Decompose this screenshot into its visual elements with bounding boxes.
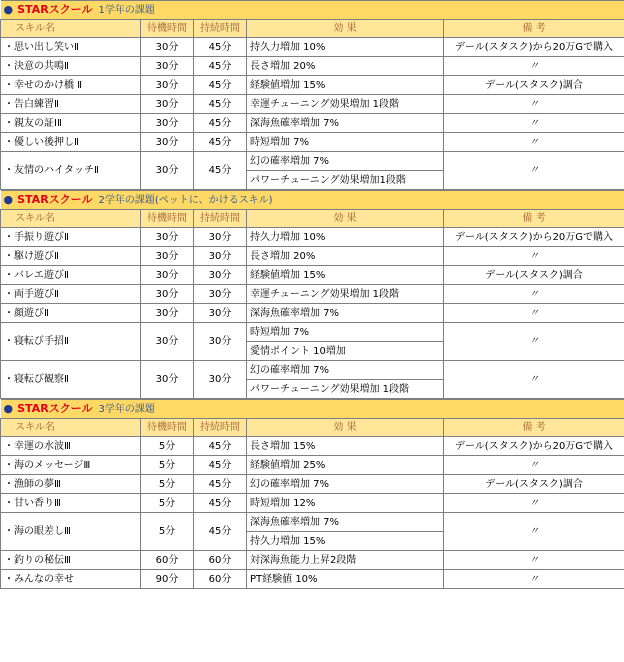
wait-time: 30分 [141,38,194,57]
section-subtitle: 3学年の課題 [98,404,155,415]
duration-time: 30分 [194,304,247,323]
skill-name: ・駆け遊びⅡ [1,247,141,266]
note-text: デール(スタスク)調合 [444,266,624,285]
duration-time: 45分 [194,437,247,456]
column-header-wait: 待機時間 [141,20,194,38]
table-row [1,76,624,95]
effect-text: 持久力増加 15% [247,532,444,551]
wait-time: 30分 [141,266,194,285]
wait-time: 30分 [141,76,194,95]
section-title [1,191,624,210]
effect-text: 幸運チューニング効果増加 1段階 [247,95,444,114]
skill-name: ・寝転び観察Ⅱ [1,361,141,399]
table-row [1,551,624,570]
table-header-row [1,419,624,437]
effect-text: 持久力増加 10% [247,38,444,57]
duration-time: 30分 [194,361,247,399]
duration-time: 30分 [194,323,247,361]
wait-time: 30分 [141,152,194,190]
note-text: 〃 [444,152,624,190]
section-subtitle: 2学年の課題(ペットに、かけるスキル) [98,195,273,206]
effect-text: 幻の確率増加 7% [247,475,444,494]
note-text: デール(スタスク)から20万Gで購入 [444,437,624,456]
effect-text: 長さ増加 20% [247,57,444,76]
note-text: 〃 [444,114,624,133]
note-text: デール(スタスク)調合 [444,475,624,494]
section-title-row [1,400,624,419]
note-text: 〃 [444,247,624,266]
effect-text: 愛情ポイント 10増加 [247,342,444,361]
effect-text: PT経験値 10% [247,570,444,589]
wait-time: 5分 [141,437,194,456]
wait-time: 90分 [141,570,194,589]
table-row [1,513,624,532]
effect-text: 経験値増加 25% [247,456,444,475]
column-header-note: 備 考 [444,419,624,437]
wait-time: 30分 [141,304,194,323]
duration-time: 45分 [194,152,247,190]
column-header-name: スキル名 [1,210,141,228]
effect-text: 経験値増加 15% [247,76,444,95]
column-header-effect: 効 果 [247,210,444,228]
wait-time: 30分 [141,133,194,152]
section-title-text: STARスクール [17,3,93,16]
table-row [1,247,624,266]
note-text: 〃 [444,551,624,570]
skill-name: ・告白練習Ⅱ [1,95,141,114]
section-title [1,400,624,419]
note-text: 〃 [444,285,624,304]
duration-time: 45分 [194,494,247,513]
section-subtitle: 1学年の課題 [98,5,155,16]
skill-name: ・優しい後押しⅡ [1,133,141,152]
skill-name: ・寝転び手招Ⅱ [1,323,141,361]
section-title-text: STARスクール [17,402,93,415]
table-row [1,228,624,247]
duration-time: 30分 [194,285,247,304]
note-text: 〃 [444,57,624,76]
effect-text: 深海魚確率増加 7% [247,304,444,323]
skill-name: ・親友の証ⅠⅡ [1,114,141,133]
effect-text: 深海魚確率増加 7% [247,513,444,532]
table-row [1,494,624,513]
table-row [1,475,624,494]
section-table [0,399,624,589]
skill-name: ・友情のハイタッチⅡ [1,152,141,190]
column-header-note: 備 考 [444,20,624,38]
table-row [1,152,624,171]
wait-time: 60分 [141,551,194,570]
skill-name: ・決意の共鳴Ⅱ [1,57,141,76]
bullet-icon: ● [3,3,14,16]
column-header-duration: 持続時間 [194,20,247,38]
section-title-row [1,191,624,210]
note-text: 〃 [444,494,624,513]
section-table [0,0,624,190]
note-text: 〃 [444,304,624,323]
duration-time: 45分 [194,114,247,133]
note-text: 〃 [444,361,624,399]
duration-time: 45分 [194,95,247,114]
effect-text: パワーチューニング効果増加1段階 [247,171,444,190]
wait-time: 30分 [141,95,194,114]
effect-text: パワーチューニング効果増加 1段階 [247,380,444,399]
note-text: 〃 [444,456,624,475]
note-text: 〃 [444,133,624,152]
section-title-text: STARスクール [17,193,93,206]
duration-time: 45分 [194,76,247,95]
duration-time: 45分 [194,513,247,551]
effect-text: 幸運チューニング効果増加 1段階 [247,285,444,304]
duration-time: 45分 [194,475,247,494]
section-title-row [1,1,624,20]
note-text: 〃 [444,513,624,551]
table-row [1,285,624,304]
note-text: 〃 [444,323,624,361]
effect-text: 時短増加 7% [247,133,444,152]
effect-text: 時短増加 7% [247,323,444,342]
wait-time: 30分 [141,285,194,304]
skill-name: ・みんなの幸せ [1,570,141,589]
table-header-row [1,210,624,228]
table-row [1,437,624,456]
effect-text: 長さ増加 20% [247,247,444,266]
wait-time: 5分 [141,456,194,475]
table-row [1,323,624,342]
wait-time: 5分 [141,513,194,551]
column-header-effect: 効 果 [247,20,444,38]
skill-name: ・海の眼差しⅢ [1,513,141,551]
column-header-wait: 待機時間 [141,210,194,228]
table-row [1,570,624,589]
wait-time: 30分 [141,57,194,76]
effect-text: 深海魚確率増加 7% [247,114,444,133]
skill-name: ・甘い香りⅢ [1,494,141,513]
column-header-duration: 持続時間 [194,419,247,437]
effect-text: 幻の確率増加 7% [247,361,444,380]
wait-time: 30分 [141,114,194,133]
bullet-icon: ● [3,193,14,206]
skill-name: ・思い出し笑いⅡ [1,38,141,57]
effect-text: 長さ増加 15% [247,437,444,456]
skill-name: ・幸運の水波Ⅲ [1,437,141,456]
column-header-duration: 持続時間 [194,210,247,228]
table-row [1,57,624,76]
note-text: デール(スタスク)調合 [444,76,624,95]
note-text: デール(スタスク)から20万Gで購入 [444,228,624,247]
duration-time: 45分 [194,57,247,76]
table-row [1,456,624,475]
note-text: 〃 [444,570,624,589]
effect-text: 時短増加 12% [247,494,444,513]
section-title [1,1,624,20]
duration-time: 60分 [194,551,247,570]
effect-text: 経験値増加 15% [247,266,444,285]
note-text: デール(スタスク)から20万Gで購入 [444,38,624,57]
table-row [1,266,624,285]
wait-time: 30分 [141,361,194,399]
skill-name: ・顔遊びⅡ [1,304,141,323]
section-table [0,190,624,399]
effect-text: 幻の確率増加 7% [247,152,444,171]
skill-name: ・釣りの秘伝Ⅲ [1,551,141,570]
duration-time: 30分 [194,228,247,247]
duration-time: 30分 [194,266,247,285]
skill-name: ・手振り遊びⅡ [1,228,141,247]
column-header-name: スキル名 [1,419,141,437]
skill-name: ・幸せのかけ橋 Ⅱ [1,76,141,95]
duration-time: 45分 [194,456,247,475]
duration-time: 60分 [194,570,247,589]
skill-name: ・海のメッセージⅢ [1,456,141,475]
table-row [1,361,624,380]
effect-text: 持久力増加 10% [247,228,444,247]
table-row [1,38,624,57]
table-row [1,133,624,152]
column-header-wait: 待機時間 [141,419,194,437]
wait-time: 30分 [141,323,194,361]
column-header-effect: 効 果 [247,419,444,437]
wait-time: 5分 [141,475,194,494]
table-header-row [1,20,624,38]
wait-time: 30分 [141,228,194,247]
column-header-name: スキル名 [1,20,141,38]
wait-time: 30分 [141,247,194,266]
skill-name: ・両手遊びⅡ [1,285,141,304]
wait-time: 5分 [141,494,194,513]
table-row [1,114,624,133]
duration-time: 45分 [194,133,247,152]
skill-name: ・漁師の夢Ⅲ [1,475,141,494]
duration-time: 30分 [194,247,247,266]
skill-name: ・バレエ遊びⅡ [1,266,141,285]
table-row [1,95,624,114]
duration-time: 45分 [194,38,247,57]
effect-text: 対深海魚能力上昇2段階 [247,551,444,570]
table-row [1,304,624,323]
column-header-note: 備 考 [444,210,624,228]
note-text: 〃 [444,95,624,114]
bullet-icon: ● [3,402,14,415]
